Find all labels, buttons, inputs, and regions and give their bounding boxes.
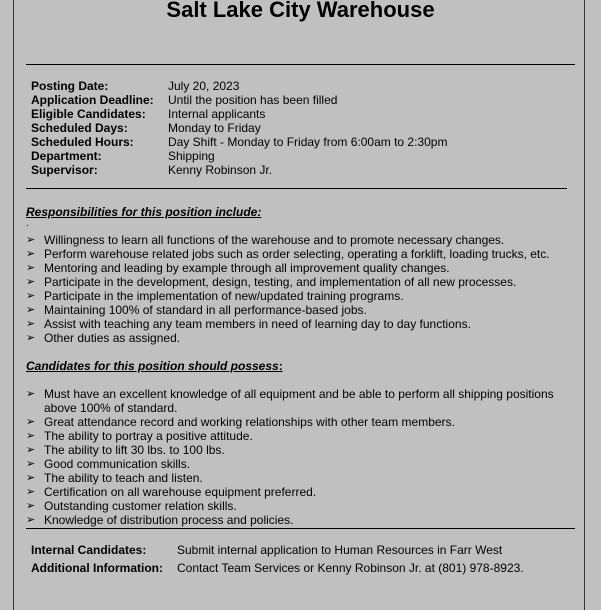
footer-label: Additional Information:	[31, 561, 163, 575]
header-divider	[26, 64, 575, 65]
info-value: Internal applicants	[168, 107, 266, 121]
arrow-bullet-icon: ➢	[26, 500, 36, 512]
footer-row-additional-information	[31, 559, 524, 577]
list-item: ➢ Maintaining 100% of standard in all performance-based jobs.	[26, 303, 367, 317]
list-item: ➢ Great attendance record and working relationships with other team members.	[26, 415, 455, 429]
stray-dot: .	[26, 218, 29, 229]
info-row-scheduled-hours	[31, 135, 447, 149]
arrow-bullet-icon: ➢	[26, 514, 36, 526]
list-item: ➢ Knowledge of distribution process and policies.	[26, 513, 294, 527]
arrow-bullet-icon: ➢	[26, 430, 36, 442]
list-item: ➢ Participate in the implementation of new/updated training programs.	[26, 289, 404, 303]
footer-value: Submit internal application to Human Resources in Farr West	[177, 543, 503, 557]
arrow-bullet-icon: ➢	[26, 416, 36, 428]
responsibilities-heading: Responsibilities for this position include:	[26, 205, 262, 219]
arrow-bullet-icon: ➢	[26, 332, 36, 344]
arrow-bullet-icon: ➢	[26, 248, 36, 260]
arrow-bullet-icon: ➢	[26, 388, 36, 400]
list-item: ➢ Perform warehouse related jobs such as order selecting, operating a forklift, loading trucks, etc.	[26, 247, 550, 261]
info-value: Until the position has been filled	[168, 93, 338, 107]
arrow-bullet-icon: ➢	[26, 444, 36, 456]
list-item: ➢ Outstanding customer relation skills.	[26, 499, 237, 513]
info-row-supervisor	[31, 163, 447, 177]
page-title: Salt Lake City Warehouse	[166, 0, 435, 22]
footer-value: Contact Team Services or Kenny Robinson Jr. at (801) 978-8923.	[177, 561, 524, 575]
list-item: ➢ The ability to teach and listen.	[26, 471, 203, 485]
info-row-posting-date	[31, 79, 447, 93]
info-label: Scheduled Days:	[31, 121, 128, 135]
info-label: Department:	[31, 149, 102, 163]
info-row-department	[31, 149, 447, 163]
arrow-bullet-icon: ➢	[26, 472, 36, 484]
footer-row-internal-candidates	[31, 541, 524, 559]
arrow-bullet-icon: ➢	[26, 262, 36, 274]
list-item: ➢ Willingness to learn all functions of the warehouse and to promote necessary changes.	[26, 233, 505, 247]
info-divider	[26, 188, 567, 189]
footer-divider	[26, 528, 575, 529]
list-item: ➢ Must have an excellent knowledge of all equipment and be able to perform all shipping positions above 100% of standard.	[26, 387, 554, 415]
info-label: Application Deadline:	[31, 93, 154, 107]
list-item: ➢ Good communication skills.	[26, 457, 191, 471]
info-value: Kenny Robinson Jr.	[168, 163, 273, 177]
info-row-eligible-candidates	[31, 107, 447, 121]
info-row-scheduled-days	[31, 121, 447, 135]
info-label: Eligible Candidates:	[31, 107, 146, 121]
list-item: ➢ The ability to portray a positive attitude.	[26, 429, 253, 443]
arrow-bullet-icon: ➢	[26, 486, 36, 498]
arrow-bullet-icon: ➢	[26, 458, 36, 470]
footer-info-table	[31, 541, 524, 577]
responsibilities-list	[26, 233, 574, 345]
list-item: ➢ Other duties as assigned.	[26, 331, 181, 345]
list-item: ➢ The ability to lift 30 lbs. to 100 lbs.	[26, 443, 225, 457]
info-row-application-deadline	[31, 93, 447, 107]
info-label: Posting Date:	[31, 79, 109, 93]
list-item: ➢ Participate in the development, design, testing, and implementation of all new processes.	[26, 275, 517, 289]
posting-info-table	[31, 79, 447, 177]
info-value: Day Shift - Monday to Friday from 6:00am to 2:30pm	[168, 135, 448, 149]
arrow-bullet-icon: ➢	[26, 276, 36, 288]
info-value: Monday to Friday	[168, 121, 261, 135]
arrow-bullet-icon: ➢	[26, 304, 36, 316]
candidates-list	[26, 387, 574, 527]
list-item: ➢ Mentoring and leading by example through all improvement quality changes.	[26, 261, 450, 275]
footer-label: Internal Candidates:	[31, 543, 147, 557]
candidates-heading: Candidates for this position should possess:	[26, 359, 283, 373]
info-label: Supervisor:	[31, 163, 98, 177]
list-item: ➢ Assist with teaching any team members in need of learning day to day functions.	[26, 317, 471, 331]
arrow-bullet-icon: ➢	[26, 318, 36, 330]
info-value: July 20, 2023	[168, 79, 240, 93]
list-item: ➢ Certification on all warehouse equipment preferred.	[26, 485, 317, 499]
info-value: Shipping	[168, 149, 215, 163]
arrow-bullet-icon: ➢	[26, 234, 36, 246]
arrow-bullet-icon: ➢	[26, 290, 36, 302]
info-label: Scheduled Hours:	[31, 135, 134, 149]
